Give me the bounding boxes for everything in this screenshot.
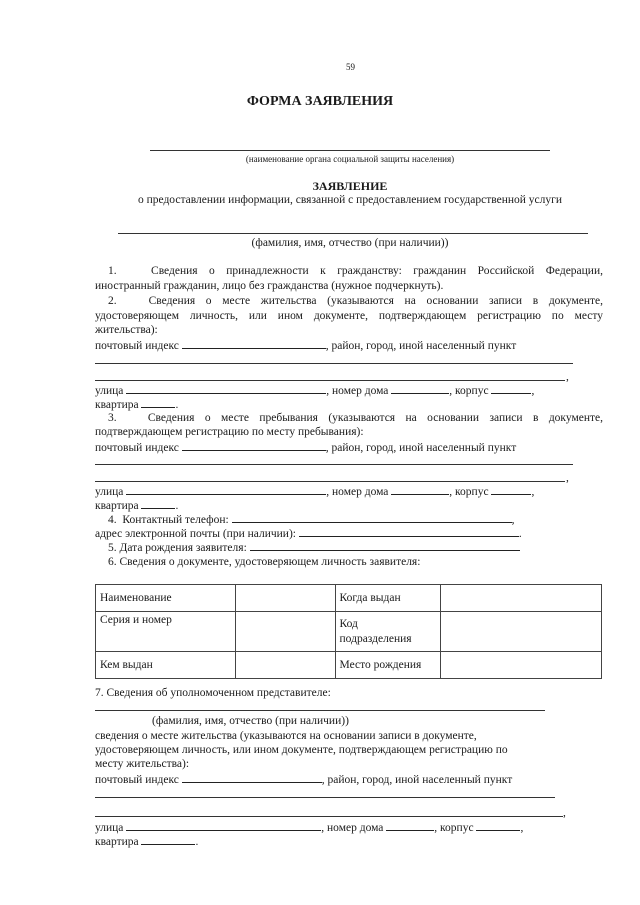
table-row <box>96 585 602 612</box>
stay-street-row: улица , номер дома , корпус , <box>95 486 535 498</box>
korpus-label: , корпус <box>449 486 489 498</box>
postal-index-label: почтовый индекс <box>95 774 179 786</box>
residence-line-3: жительства): <box>95 324 158 336</box>
postal-index-field[interactable] <box>182 772 322 783</box>
code-label: Код <box>339 617 358 630</box>
residence-line-1: 2. Сведения о месте жительства (указываются на основании записи в документе, <box>108 295 603 307</box>
table-cell: Наименование <box>96 585 236 612</box>
form-title: ФОРМА ЗАЯВЛЕНИЯ <box>246 94 394 109</box>
residence-locality-line-1[interactable] <box>95 363 573 364</box>
street-label: улица <box>95 822 124 834</box>
rep-residence-line-3: месту жительства): <box>95 758 190 770</box>
birthdate-field[interactable] <box>250 540 520 551</box>
comma-mark: , <box>563 807 566 819</box>
comma-mark: , <box>566 472 569 484</box>
email-field[interactable] <box>299 526 519 537</box>
table-input-cell[interactable] <box>235 612 335 652</box>
street-field[interactable] <box>126 383 326 394</box>
phone-field[interactable] <box>232 512 512 523</box>
table-input-cell[interactable] <box>441 652 602 679</box>
id-document-heading: 6. Сведения о документе, удостоверяющем личность заявителя: <box>108 556 421 568</box>
stay-apt-row: квартира . <box>95 500 179 512</box>
korpus-label: , корпус <box>434 822 474 834</box>
region-label: , район, город, иной населенный пункт <box>325 340 517 352</box>
rep-locality-line-1[interactable] <box>95 797 555 798</box>
rep-street-row: улица , номер дома , корпус , <box>95 822 524 834</box>
postal-index-field[interactable] <box>182 338 326 349</box>
rep-locality-line-2[interactable] <box>95 816 563 817</box>
house-field[interactable] <box>386 820 434 831</box>
birthdate-label: 5. Дата рождения заявителя: <box>108 542 247 554</box>
phone-label: 4. Контактный телефон: <box>108 514 229 526</box>
stay-locality-line-1[interactable] <box>95 464 573 465</box>
korpus-label: , корпус <box>449 385 489 397</box>
region-label: , район, город, иной населенный пункт <box>321 774 513 786</box>
street-label: улица <box>95 486 124 498</box>
apt-field[interactable] <box>141 498 175 509</box>
id-document-table <box>95 584 602 679</box>
residence-line-2: удостоверяющем личность, или ином документе, подтверждающем регистрацию по месту <box>95 310 603 322</box>
table-cell: Место рождения <box>335 652 441 679</box>
stay-line-2: подтверждающем регистрацию по месту пребывания): <box>95 426 364 438</box>
representative-heading: 7. Сведения об уполномоченном представителе: <box>95 687 331 699</box>
organ-caption: (наименование органа социальной защиты населения) <box>245 154 455 164</box>
rep-residence-line-1: сведения о месте жительства (указываются на основании записи в документе, <box>95 730 477 742</box>
table-input-cell[interactable] <box>235 652 335 679</box>
page-number: 59 <box>346 62 355 72</box>
document-title: ЗАЯВЛЕНИЕ <box>312 179 388 193</box>
citizenship-line-2: иностранный гражданин, лицо без гражданства (нужное подчеркнуть). <box>95 280 444 292</box>
table-cell: Серия и номер <box>96 612 236 652</box>
korpus-field[interactable] <box>491 484 531 495</box>
representative-fio-caption: (фамилия, имя, отчество (при наличии)) <box>152 715 349 727</box>
organ-line <box>150 150 550 151</box>
stay-line-1: 3. Сведения о месте пребывания (указываются на основании записи в документе, <box>108 412 603 424</box>
table-cell <box>335 612 441 652</box>
korpus-field[interactable] <box>491 383 531 394</box>
table-row <box>96 612 602 652</box>
comma-mark: , <box>566 371 569 383</box>
street-field[interactable] <box>126 820 321 831</box>
fio-line <box>118 233 588 234</box>
apt-label: квартира <box>95 399 139 411</box>
table-row <box>96 652 602 679</box>
house-label: , номер дома <box>326 486 389 498</box>
email-label: адрес электронной почты (при наличии): <box>95 528 296 540</box>
postal-index-label: почтовый индекс <box>95 340 179 352</box>
stay-locality-line-2[interactable] <box>95 481 565 482</box>
rep-residence-line-2: удостоверяющем личность, или ином документе, подтверждающем регистрацию по <box>95 744 508 756</box>
residence-locality-line-2[interactable] <box>95 380 565 381</box>
street-label: улица <box>95 385 124 397</box>
korpus-field[interactable] <box>476 820 520 831</box>
division-label: подразделения <box>339 632 412 645</box>
table-input-cell[interactable] <box>235 585 335 612</box>
apt-label: квартира <box>95 500 139 512</box>
residence-postal-row <box>95 338 516 353</box>
apt-field[interactable] <box>141 397 175 408</box>
table-cell: Когда выдан <box>335 585 441 612</box>
apt-label: квартира <box>95 836 139 848</box>
phone-row: 4. Контактный телефон: , <box>108 514 515 526</box>
email-row: адрес электронной почты (при наличии): . <box>95 528 522 540</box>
stay-postal-row <box>95 440 516 455</box>
representative-fio-line[interactable] <box>95 710 545 711</box>
residence-apt-row: квартира . <box>95 399 179 411</box>
house-label: , номер дома <box>326 385 389 397</box>
table-input-cell[interactable] <box>441 585 602 612</box>
table-input-cell[interactable] <box>441 612 602 652</box>
postal-index-field[interactable] <box>182 440 326 451</box>
table-cell: Кем выдан <box>96 652 236 679</box>
rep-postal-row <box>95 772 512 787</box>
fio-caption: (фамилия, имя, отчество (при наличии)) <box>251 237 449 249</box>
house-field[interactable] <box>391 383 449 394</box>
postal-index-label: почтовый индекс <box>95 442 179 454</box>
apt-field[interactable] <box>141 834 195 845</box>
region-label: , район, город, иной населенный пункт <box>325 442 517 454</box>
street-field[interactable] <box>126 484 326 495</box>
residence-street-row: улица , номер дома , корпус , <box>95 385 535 397</box>
rep-apt-row: квартира . <box>95 836 199 848</box>
house-field[interactable] <box>391 484 449 495</box>
document-subtitle: о предоставлении информации, связанной с предоставлением государственной услуги <box>137 194 563 206</box>
house-label: , номер дома <box>321 822 384 834</box>
citizenship-line-1: 1. Сведения о принадлежности к гражданству: гражданин Российской Федерации, <box>108 265 603 277</box>
birthdate-row <box>108 540 520 555</box>
